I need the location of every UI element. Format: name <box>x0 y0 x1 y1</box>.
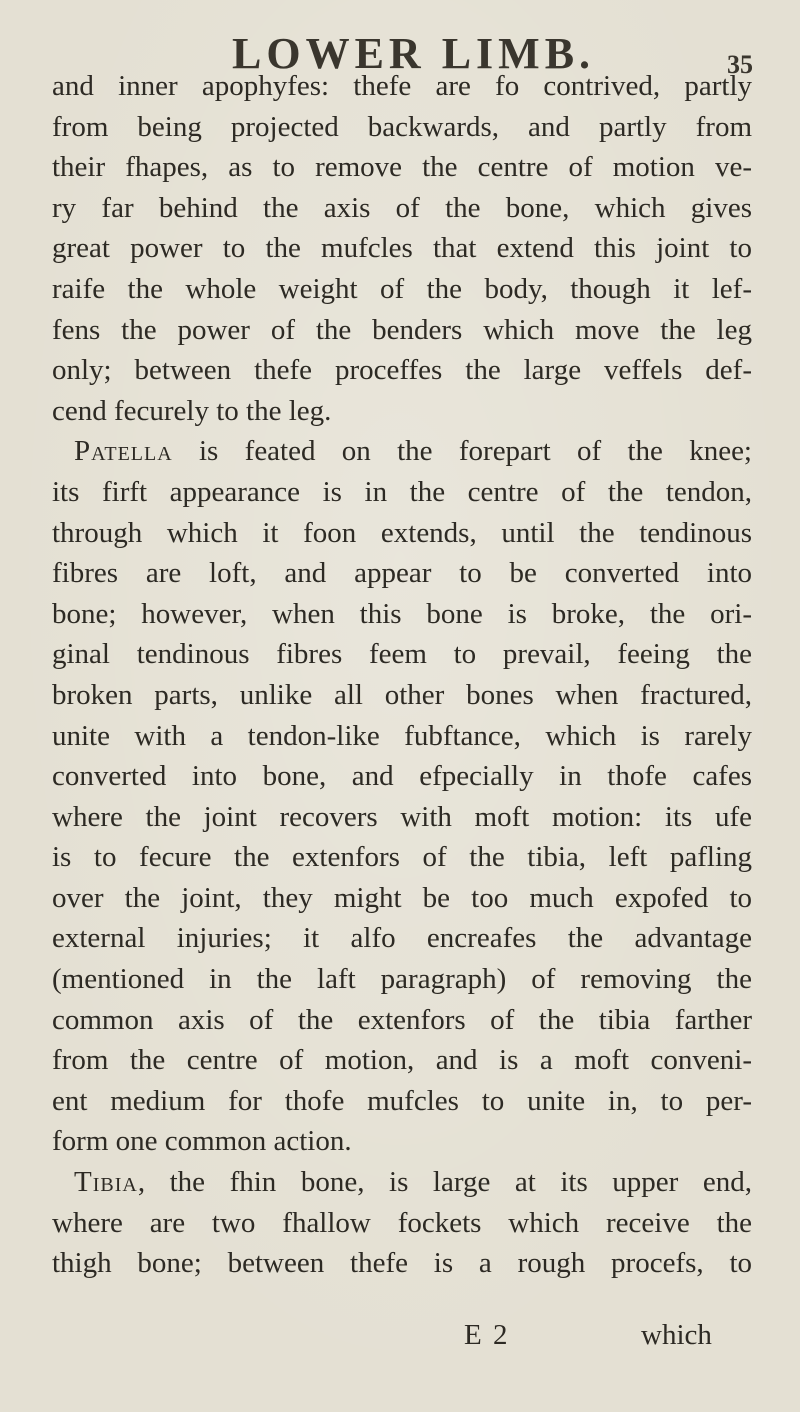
text-line: ginal tendinous fibres feem to prevail, feeing the <box>52 638 752 671</box>
signature-mark: E 2 <box>464 1319 510 1351</box>
paragraph-opening-line <box>52 431 752 472</box>
paragraph-opening-text: , the fhin bone, is large at its upper end, <box>137 1166 752 1199</box>
text-line: external injuries; it alfo encreafes the advantage <box>52 922 752 955</box>
text-line: great power to the mufcles that extend this joint to <box>52 232 752 265</box>
page-number: 35 <box>727 50 753 79</box>
section-term-tibia: Tibia <box>74 1166 138 1199</box>
text-line: converted into bone, and efpecially in thofe cafes <box>52 760 752 793</box>
running-title: LOWER LIMB. <box>232 29 596 78</box>
section-term-patella: Patella <box>74 435 173 468</box>
text-line: is to fecure the extenfors of the tibia, left pafling <box>52 841 752 874</box>
text-line: where the joint recovers with moft motion: its ufe <box>52 800 752 833</box>
text-line: ent medium for thofe mufcles to unite in, to per- <box>52 1084 752 1117</box>
text-line: form one common action. <box>52 1125 352 1158</box>
text-line: from the centre of motion, and is a moft conveni- <box>52 1044 752 1077</box>
text-line: ry far behind the axis of the bone, which gives <box>52 191 752 224</box>
text-line: where are two fhallow fockets which receive the <box>52 1206 752 1239</box>
text-line: cend fecurely to the leg. <box>52 394 332 427</box>
text-line: thigh bone; between thefe is a rough procefs, to <box>52 1247 752 1280</box>
text-line: unite with a tendon-like fubftance, which is rarely <box>52 719 752 752</box>
paragraph-opening-text: is feated on the forepart of the knee; <box>172 435 752 468</box>
text-line: (mentioned in the laft paragraph) of removing the <box>52 963 752 996</box>
paragraph-opening-line <box>52 1162 752 1203</box>
text-line: only; between thefe proceffes the large veffels def- <box>52 354 752 387</box>
catchword: which <box>641 1319 712 1351</box>
text-line: common axis of the extenfors of the tibia farther <box>52 1003 752 1036</box>
text-line: from being projected backwards, and partly from <box>52 110 752 143</box>
text-line: broken parts, unlike all other bones when fractured, <box>52 678 752 711</box>
text-line: fens the power of the benders which move the leg <box>52 313 752 346</box>
text-line: through which it foon extends, until the tendinous <box>52 516 752 549</box>
text-line: over the joint, they might be too much expofed to <box>52 881 752 914</box>
text-line: raife the whole weight of the body, though it lef- <box>52 272 752 305</box>
body-text <box>52 66 752 1284</box>
text-line: its firft appearance is in the centre of the tendon, <box>52 475 752 508</box>
text-line: bone; however, when this bone is broke, the ori- <box>52 597 752 630</box>
page-footer <box>0 1319 800 1359</box>
text-line: fibres are loft, and appear to be converted into <box>52 557 752 590</box>
text-line: and inner apophyfes: thefe are fo contrived, partly <box>52 70 752 102</box>
text-line: their fhapes, as to remove the centre of motion ve- <box>52 151 752 184</box>
